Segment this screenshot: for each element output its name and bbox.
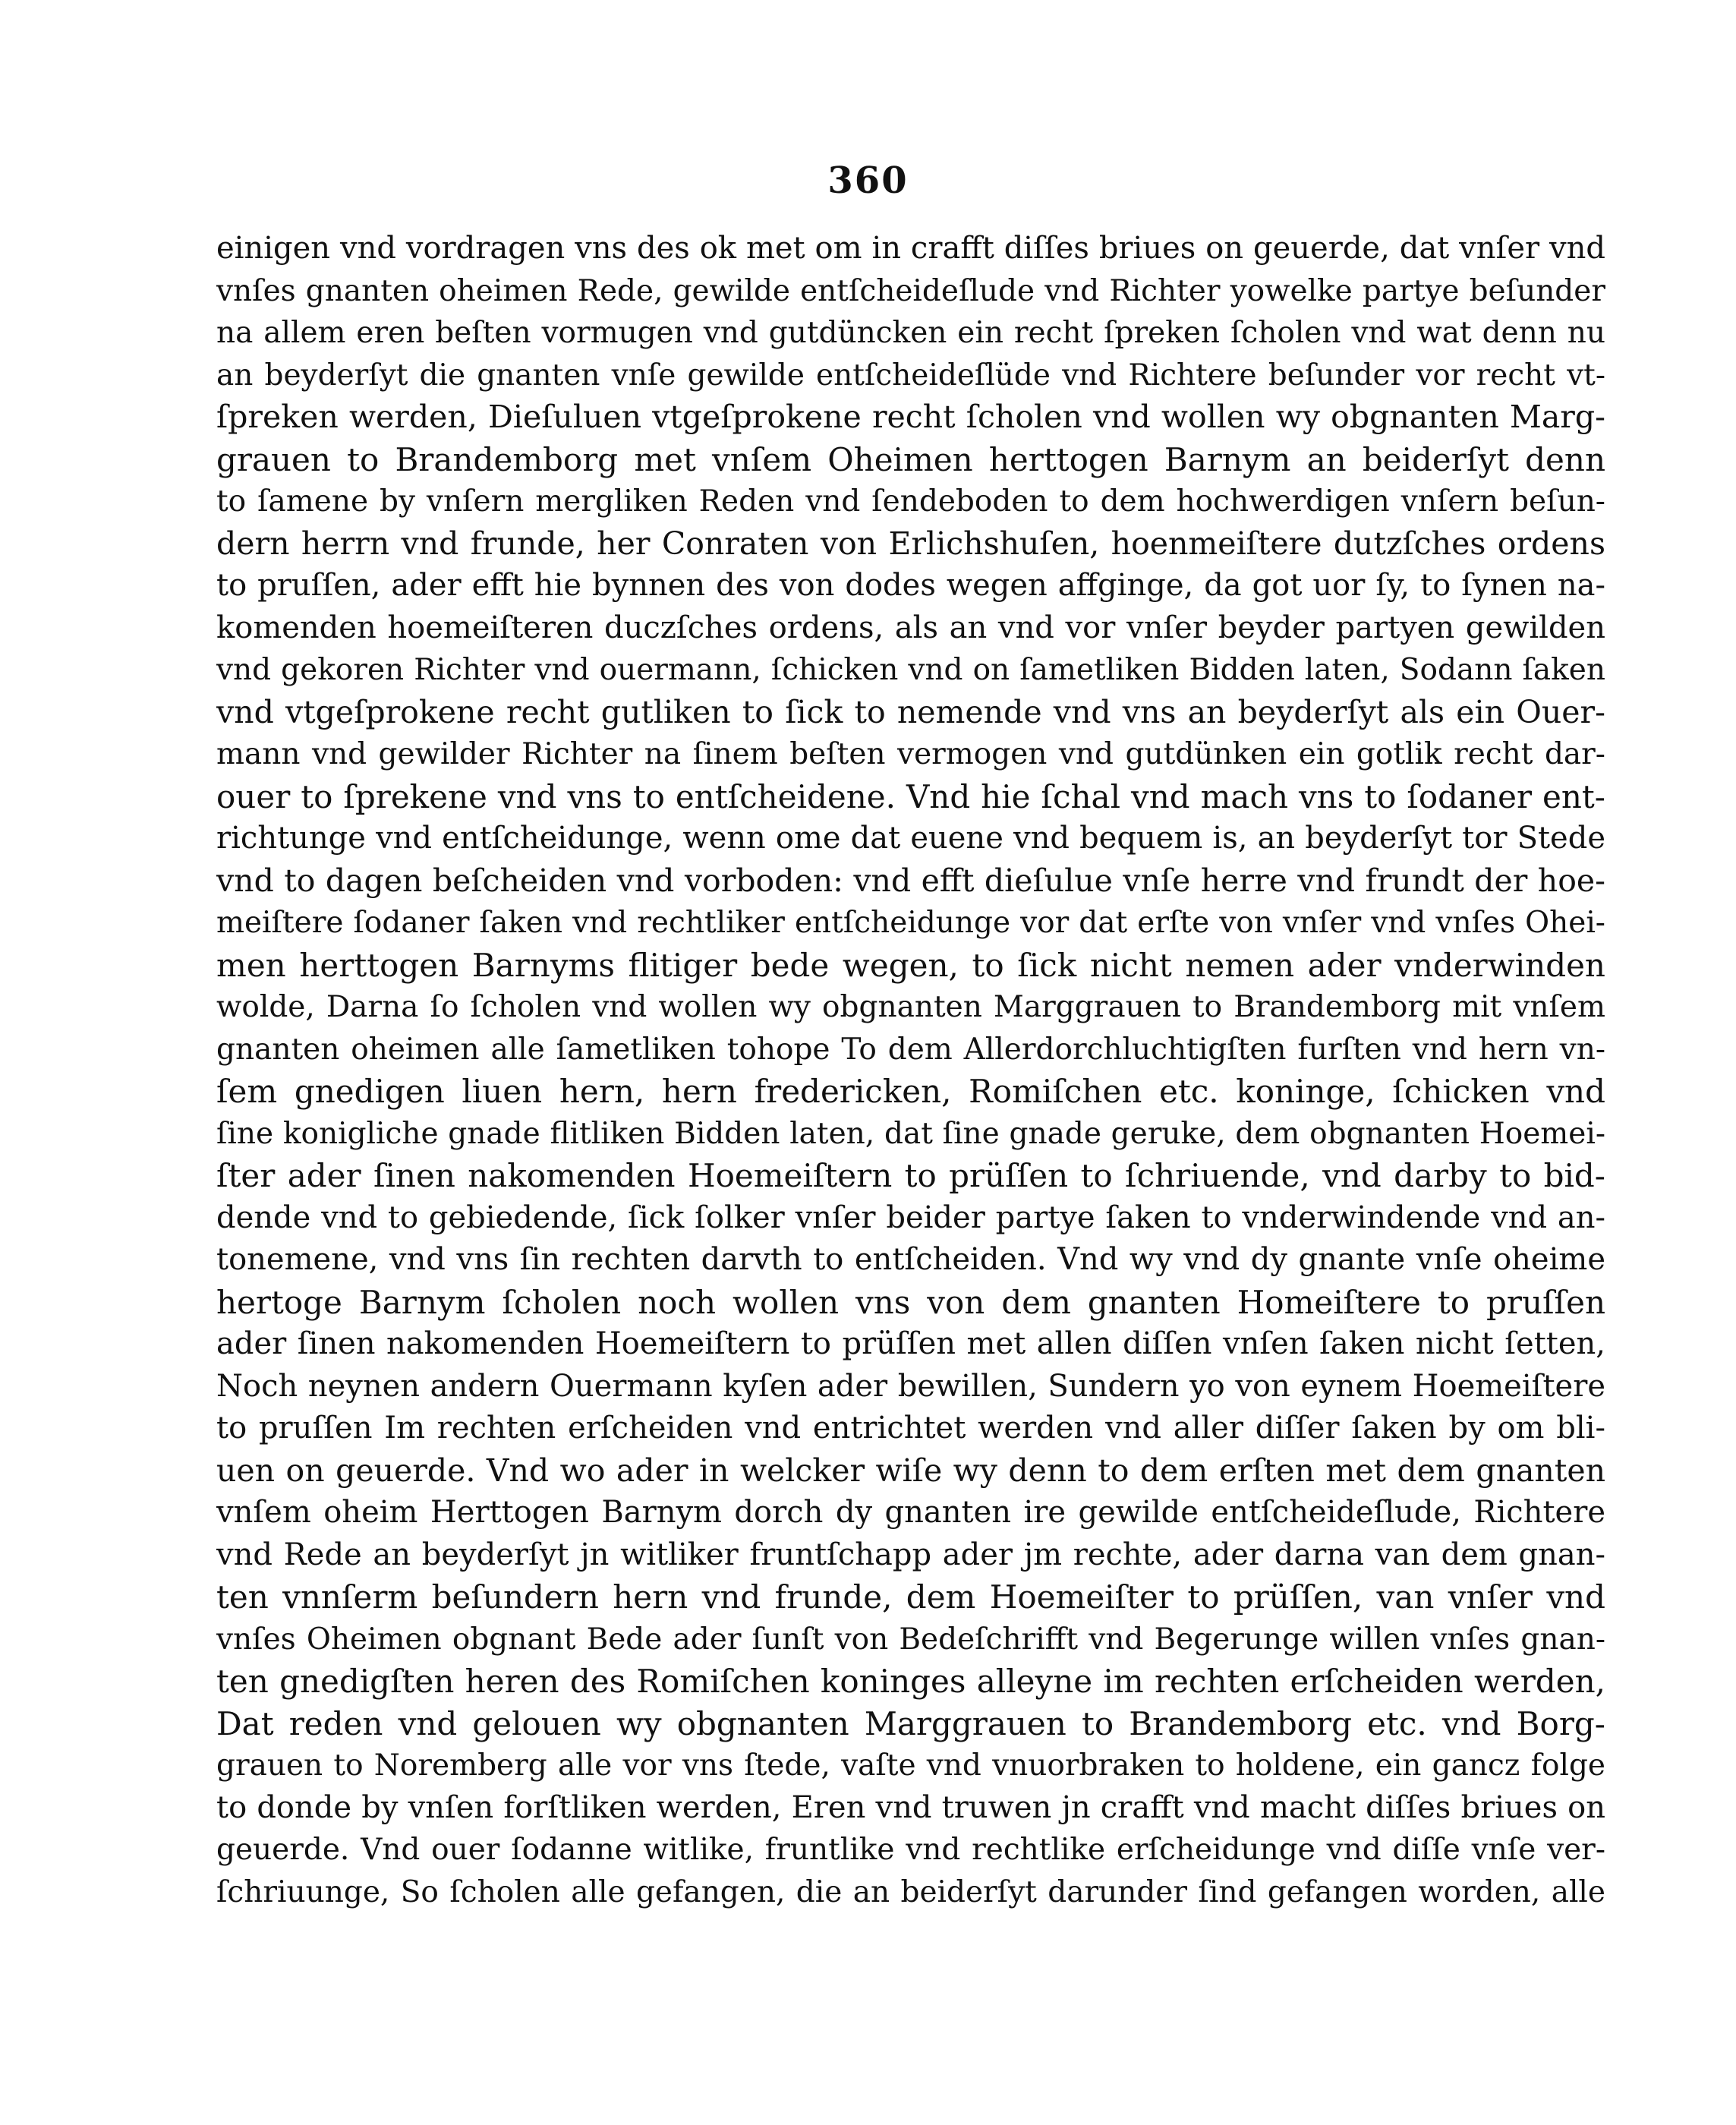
- text-line: an beyderſyt die gnanten vnſe gewilde entſcheideſlüde vnd Richtere beſunder vor recht vt-: [216, 358, 1605, 393]
- text-line: Noch neynen andern Ouermann kyſen ader bewillen, Sundern yo von eynem Hoemeiſtere: [216, 1368, 1605, 1404]
- text-line: to pruſſen Im rechten erſcheiden vnd entrichtet werden vnd aller diſſer ſaken by om bli-: [216, 1411, 1605, 1446]
- text-line: uen on geuerde. Vnd wo ader in welcker wiſe wy denn to dem erſten met dem gnanten: [216, 1452, 1605, 1489]
- text-line: vnd Rede an beyderſyt jn witliker fruntſchapp ader jm rechte, ader darna van dem gnan-: [216, 1537, 1605, 1572]
- text-line: komenden hoemeiſteren duczſches ordens, als an vnd vor vnſer beyder partyen gewilden: [216, 610, 1605, 645]
- text-line: ader ſinen nakomenden Hoemeiſtern to prüſſen met allen diſſen vnſen ſaken nicht ſetten,: [216, 1326, 1605, 1361]
- text-line: grauen to Noremberg alle vor vns ſtede, vaſte vnd vnuorbraken to holdene, ein gancz folge: [216, 1748, 1605, 1783]
- text-line: dende vnd to gebiedende, ſick ſolker vnſer beider partye ſaken to vnderwindende vnd an-: [216, 1200, 1605, 1235]
- text-line: ten vnnſerm beſundern hern vnd frunde, dem Hoemeiſter to prüſſen, van vnſer vnd: [216, 1578, 1605, 1616]
- text-line: grauen to Brandemborg met vnſem Oheimen herttogen Barnym an beiderſyt denn: [216, 440, 1605, 478]
- text-line: geuerde. Vnd ouer ſodanne witlike, fruntlike vnd rechtlike erſcheidunge vnd diſſe vnſe ver-: [216, 1833, 1605, 1867]
- text-line: Dat reden vnd gelouen wy obgnanten Marggrauen to Brandemborg etc. vnd Borg-: [216, 1704, 1605, 1742]
- text-line: to donde by vnſen forſtliken werden, Eren vnd truwen jn crafft vnd macht diſſes briues on: [216, 1789, 1605, 1825]
- text-line: vnſes gnanten oheimen Rede, gewilde entſcheideſlude vnd Richter yowelke partye beſunder: [216, 273, 1605, 308]
- text-line: gnanten oheimen alle ſametliken tohope To dem Allerdorchluchtigſten furſten vnd hern vn-: [216, 1032, 1605, 1067]
- text-line: vnſes Oheimen obgnant Bede ader ſunſt von Bedeſchrifft vnd Begerunge willen vnſes gnan-: [216, 1622, 1605, 1657]
- text-line: vnd to dagen beſcheiden vnd vorboden: vnd efft dieſulue vnſe herre vnd frundt der hoe-: [216, 862, 1605, 899]
- body-text: [216, 228, 1605, 1913]
- text-line: richtunge vnd entſcheidunge, wenn ome dat euene vnd bequem is, an beyderſyt tor Stede: [216, 821, 1605, 856]
- text-line: vnſem oheim Herttogen Barnym dorch dy gnanten ire gewilde entſcheideſlude, Richtere: [216, 1495, 1605, 1530]
- text-line: to ſamene by vnſern mergliken Reden vnd ſendeboden to dem hochwerdigen vnſern beſun-: [216, 484, 1605, 519]
- text-line: ſem gnedigen liuen hern, hern fredericken, Romiſchen etc. koninge, ſchicken vnd: [216, 1073, 1605, 1110]
- text-line: einigen vnd vordragen vns des ok met om in crafft diſſes briues on geuerde, dat vnſer vnd: [216, 231, 1605, 266]
- page-number: 360: [827, 159, 909, 202]
- text-line: ſpreken werden, Dieſuluen vtgeſprokene recht ſcholen vnd wollen wy obgnanten Marg-: [216, 399, 1605, 435]
- text-line: vnd vtgeſprokene recht gutliken to ſick to nemende vnd vns an beyderſyt als ein Ouer-: [216, 693, 1605, 730]
- text-line: ſchriuunge, So ſcholen alle gefangen, die an beiderſyt darunder ſind gefangen worden, alle: [216, 1874, 1605, 1909]
- text-line: to pruſſen, ader efft hie bynnen des von dodes wegen affginge, da got uor ſy, to ſynen na-: [216, 568, 1605, 603]
- text-line: vnd gekoren Richter vnd ouermann, ſchicken vnd on ſametliken Bidden laten, Sodann ſaken: [216, 653, 1605, 687]
- text-line: meiſtere ſodaner ſaken vnd rechtliker entſcheidunge vor dat erſte von vnſer vnd vnſes Ohei-: [216, 906, 1605, 940]
- text-line: na allem eren beſten vormugen vnd gutdüncken ein recht ſpreken ſcholen vnd wat denn nu: [216, 316, 1605, 350]
- text-line: wolde, Darna ſo ſcholen vnd wollen wy obgnanten Marggrauen to Brandemborg mit vnſem: [216, 990, 1605, 1024]
- text-line: ſine konigliche gnade flitliken Bidden laten, dat ſine gnade geruke, dem obgnanten Hoemei-: [216, 1116, 1605, 1151]
- text-line: men herttogen Barnyms flitiger bede wegen, to ſick nicht nemen ader vnderwinden: [216, 946, 1605, 984]
- text-line: hertoge Barnym ſcholen noch wollen vns von dem gnanten Homeiſtere to pruſſen: [216, 1283, 1605, 1321]
- text-line: ouer to ſprekene vnd vns to entſcheidene. Vnd hie ſchal vnd mach vns to ſodaner ent-: [216, 777, 1605, 815]
- text-line: ſter ader ſinen nakomenden Hoemeiſtern to prüſſen to ſchriuende, vnd darby to bid-: [216, 1157, 1605, 1194]
- text-line: mann vnd gewilder Richter na ſinem beſten vermogen vnd gutdünken ein gotlik recht dar-: [216, 737, 1605, 771]
- text-line: ten gnedigſten heren des Romiſchen koninges alleyne im rechten erſcheiden werden,: [216, 1663, 1605, 1700]
- text-line: tonemene, vnd vns ſin rechten darvth to entſcheiden. Vnd wy vnd dy gnante vnſe oheime: [216, 1242, 1605, 1277]
- text-line: dern herrn vnd frunde, her Conraten von Erlichshuſen, hoenmeiſtere dutzſches ordens: [216, 525, 1605, 562]
